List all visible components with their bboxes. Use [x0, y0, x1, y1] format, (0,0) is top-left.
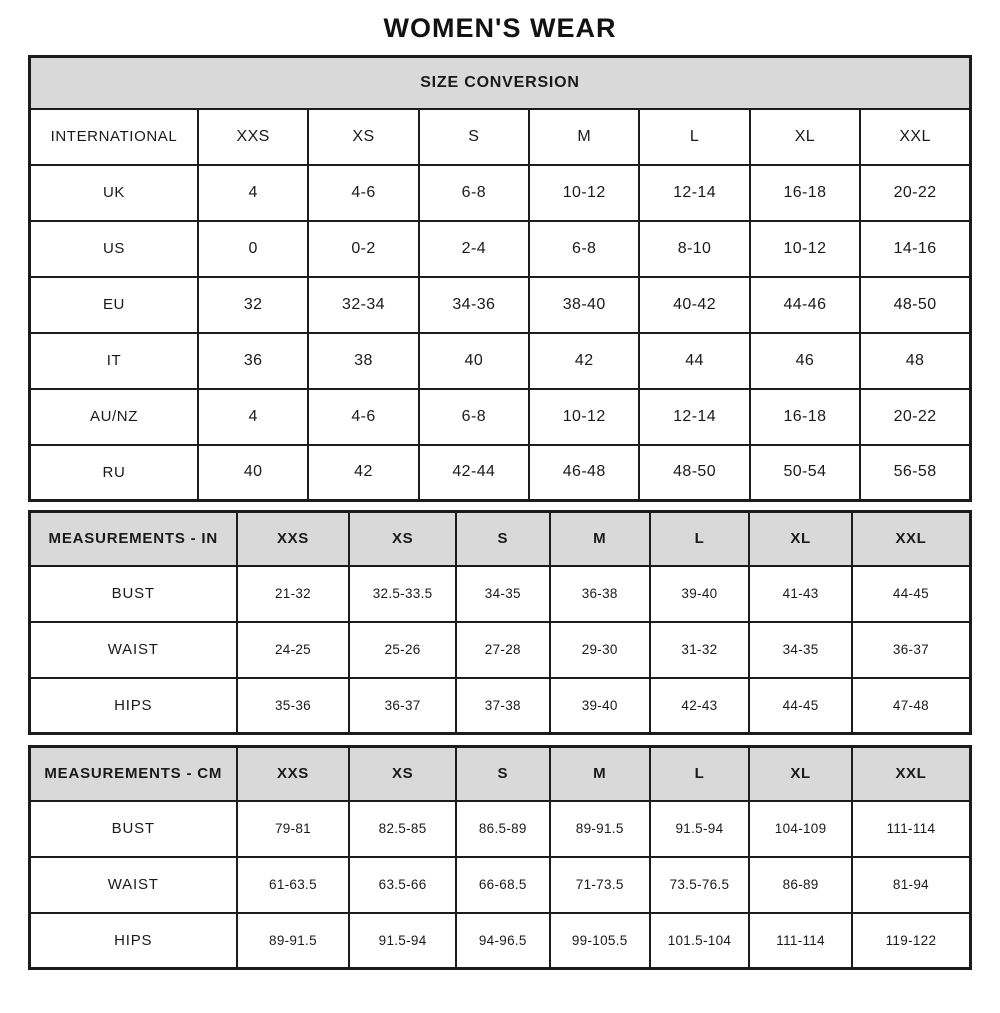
- size-chart-page: [28, 13, 972, 970]
- row-label: HIPS: [30, 678, 237, 734]
- table-title-cell: MEASUREMENTS - IN: [30, 512, 237, 566]
- value-cell: 35-36: [237, 678, 350, 734]
- size-column-header: L: [639, 109, 749, 165]
- size-column-header: M: [550, 512, 650, 566]
- value-cell: 91.5-94: [650, 801, 750, 857]
- table-title-cell: INTERNATIONAL: [30, 109, 198, 165]
- size-column-header: L: [650, 747, 750, 801]
- value-cell: 20-22: [860, 165, 970, 221]
- value-cell: 16-18: [750, 165, 860, 221]
- value-cell: 82.5-85: [349, 801, 455, 857]
- size-column-header: XXS: [198, 109, 308, 165]
- size-column-header: XXL: [852, 512, 971, 566]
- value-cell: 31-32: [650, 622, 750, 678]
- row-label: RU: [30, 445, 198, 501]
- value-cell: 79-81: [237, 801, 350, 857]
- page-title: WOMEN'S WEAR: [383, 13, 617, 43]
- size-column-header: M: [550, 747, 650, 801]
- row-label: US: [30, 221, 198, 277]
- value-cell: 12-14: [639, 165, 749, 221]
- value-cell: 46: [750, 333, 860, 389]
- value-cell: 10-12: [750, 221, 860, 277]
- row-label: HIPS: [30, 913, 237, 969]
- table-banner: SIZE CONVERSION: [30, 57, 971, 109]
- row-label: BUST: [30, 801, 237, 857]
- value-cell: 111-114: [852, 801, 971, 857]
- value-cell: 36-37: [852, 622, 971, 678]
- value-cell: 86-89: [749, 857, 852, 913]
- row-label: AU/NZ: [30, 389, 198, 445]
- value-cell: 42-43: [650, 678, 750, 734]
- value-cell: 44-45: [749, 678, 852, 734]
- header-row: [30, 747, 971, 801]
- table-row: [30, 277, 971, 333]
- table-row: [30, 221, 971, 277]
- value-cell: 41-43: [749, 566, 852, 622]
- value-cell: 38-40: [529, 277, 639, 333]
- value-cell: 39-40: [550, 678, 650, 734]
- table-row: [30, 389, 971, 445]
- size-column-header: XS: [308, 109, 418, 165]
- value-cell: 91.5-94: [349, 913, 455, 969]
- value-cell: 44-46: [750, 277, 860, 333]
- table-title-cell: MEASUREMENTS - CM: [30, 747, 237, 801]
- header-row: [30, 512, 971, 566]
- value-cell: 42: [529, 333, 639, 389]
- value-cell: 66-68.5: [456, 857, 550, 913]
- value-cell: 6-8: [529, 221, 639, 277]
- value-cell: 4-6: [308, 389, 418, 445]
- size-column-header: S: [419, 109, 529, 165]
- value-cell: 119-122: [852, 913, 971, 969]
- value-cell: 4: [198, 389, 308, 445]
- value-cell: 44: [639, 333, 749, 389]
- size-column-header: XS: [349, 747, 455, 801]
- value-cell: 6-8: [419, 165, 529, 221]
- value-cell: 101.5-104: [650, 913, 750, 969]
- value-cell: 27-28: [456, 622, 550, 678]
- value-cell: 32-34: [308, 277, 418, 333]
- value-cell: 12-14: [639, 389, 749, 445]
- table-row: [30, 566, 971, 622]
- size-column-header: XL: [749, 512, 852, 566]
- value-cell: 34-35: [456, 566, 550, 622]
- row-label: UK: [30, 165, 198, 221]
- value-cell: 48: [860, 333, 970, 389]
- header-row: [30, 109, 971, 165]
- table-row: [30, 622, 971, 678]
- size-column-header: XL: [750, 109, 860, 165]
- value-cell: 46-48: [529, 445, 639, 501]
- value-cell: 39-40: [650, 566, 750, 622]
- value-cell: 40: [198, 445, 308, 501]
- table-row: [30, 913, 971, 969]
- row-label: WAIST: [30, 622, 237, 678]
- value-cell: 8-10: [639, 221, 749, 277]
- row-label: IT: [30, 333, 198, 389]
- value-cell: 71-73.5: [550, 857, 650, 913]
- value-cell: 73.5-76.5: [650, 857, 750, 913]
- value-cell: 34-35: [749, 622, 852, 678]
- value-cell: 0: [198, 221, 308, 277]
- value-cell: 10-12: [529, 165, 639, 221]
- value-cell: 36-38: [550, 566, 650, 622]
- value-cell: 48-50: [639, 445, 749, 501]
- value-cell: 81-94: [852, 857, 971, 913]
- size-column-header: XXL: [860, 109, 970, 165]
- value-cell: 29-30: [550, 622, 650, 678]
- size-conversion-table: [28, 55, 972, 502]
- value-cell: 89-91.5: [550, 801, 650, 857]
- value-cell: 25-26: [349, 622, 455, 678]
- size-column-header: XXS: [237, 512, 350, 566]
- table-row: [30, 333, 971, 389]
- measurements-cm-table: [28, 745, 972, 970]
- value-cell: 36: [198, 333, 308, 389]
- size-column-header: S: [456, 512, 550, 566]
- value-cell: 34-36: [419, 277, 529, 333]
- value-cell: 99-105.5: [550, 913, 650, 969]
- row-label: WAIST: [30, 857, 237, 913]
- value-cell: 38: [308, 333, 418, 389]
- value-cell: 10-12: [529, 389, 639, 445]
- value-cell: 21-32: [237, 566, 350, 622]
- size-column-header: XXL: [852, 747, 971, 801]
- size-column-header: S: [456, 747, 550, 801]
- value-cell: 48-50: [860, 277, 970, 333]
- value-cell: 4: [198, 165, 308, 221]
- value-cell: 40: [419, 333, 529, 389]
- value-cell: 61-63.5: [237, 857, 350, 913]
- size-column-header: L: [650, 512, 750, 566]
- value-cell: 89-91.5: [237, 913, 350, 969]
- size-column-header: XS: [349, 512, 455, 566]
- value-cell: 63.5-66: [349, 857, 455, 913]
- value-cell: 86.5-89: [456, 801, 550, 857]
- value-cell: 6-8: [419, 389, 529, 445]
- value-cell: 40-42: [639, 277, 749, 333]
- table-row: [30, 678, 971, 734]
- value-cell: 32.5-33.5: [349, 566, 455, 622]
- value-cell: 56-58: [860, 445, 970, 501]
- table-banner-row: [30, 57, 971, 109]
- row-label: BUST: [30, 566, 237, 622]
- size-column-header: XL: [749, 747, 852, 801]
- value-cell: 32: [198, 277, 308, 333]
- value-cell: 37-38: [456, 678, 550, 734]
- table-row: [30, 801, 971, 857]
- table-row: [30, 857, 971, 913]
- value-cell: 42: [308, 445, 418, 501]
- value-cell: 94-96.5: [456, 913, 550, 969]
- value-cell: 24-25: [237, 622, 350, 678]
- value-cell: 44-45: [852, 566, 971, 622]
- value-cell: 42-44: [419, 445, 529, 501]
- value-cell: 111-114: [749, 913, 852, 969]
- value-cell: 104-109: [749, 801, 852, 857]
- value-cell: 0-2: [308, 221, 418, 277]
- size-column-header: XXS: [237, 747, 350, 801]
- table-row: [30, 165, 971, 221]
- value-cell: 14-16: [860, 221, 970, 277]
- table-row: [30, 445, 971, 501]
- value-cell: 50-54: [750, 445, 860, 501]
- measurements-in-table: [28, 510, 972, 735]
- value-cell: 47-48: [852, 678, 971, 734]
- size-column-header: M: [529, 109, 639, 165]
- value-cell: 36-37: [349, 678, 455, 734]
- value-cell: 16-18: [750, 389, 860, 445]
- value-cell: 20-22: [860, 389, 970, 445]
- value-cell: 2-4: [419, 221, 529, 277]
- row-label: EU: [30, 277, 198, 333]
- value-cell: 4-6: [308, 165, 418, 221]
